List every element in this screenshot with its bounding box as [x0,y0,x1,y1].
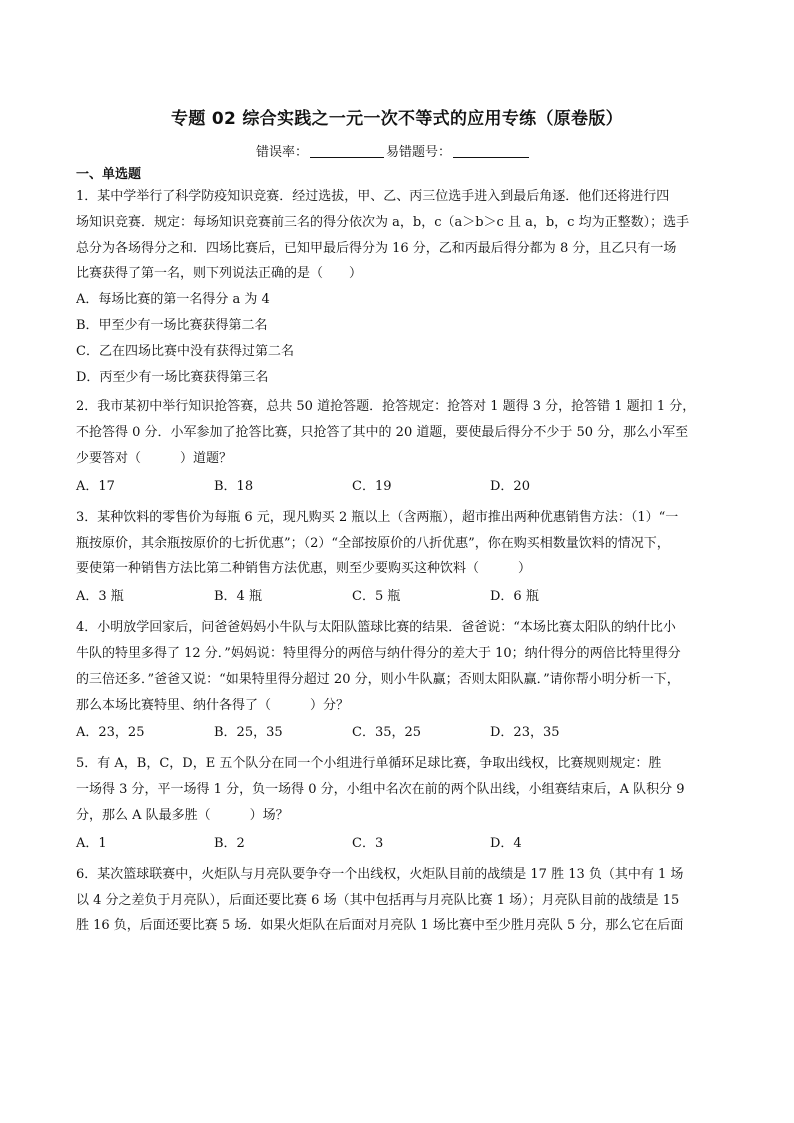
option-d: D．20 [490,478,530,494]
option-a: A．3 瓶 [76,589,124,605]
option-b: B．4 瓶 [214,589,262,605]
option-b: B．2 [214,835,245,851]
question-line: 3．某种饮料的零售价为每瓶 6 元，现凡购买 2 瓶以上（含两瓶），超市推出两种优惠销售方法：（1）“一 [76,509,679,525]
question-line: 瓶按原价，其余瓶按原价的七折优惠”；（2）“全部按原价的八折优惠”，你在购买相数量饮料的情况下， [76,535,670,551]
option-c: C．5 瓶 [352,589,401,605]
question-line: 少要答对（ ）道题？ [76,450,233,466]
question-1 [76,184,726,390]
question-line: 6．某次篮球联赛中，火炬队与月亮队要争夺一个出线权，火炬队目前的战绩是 17 胜 13 负（其中有 1 场 [76,866,684,882]
page-title: 专题 02 综合实践之一元一次不等式的应用专练（原卷版） [171,109,623,129]
option-d: D．23，35 [490,725,560,741]
question-line: 分，那么 A 队最多胜（ ）场？ [76,807,289,823]
option-b: B．18 [214,478,254,494]
question-line: 一场得 3 分，平一场得 1 分，负一场得 0 分，小组中名次在前的两个队出线，小组赛结束后，A 队积分 9 [76,782,685,798]
options-row [76,582,726,611]
option-a: A．1 [76,835,107,851]
question-2 [76,394,726,500]
option-a: A．17 [76,478,115,494]
question-line: 比赛获得了第一名，则下列说法正确的是（ ） [76,266,363,282]
question-line: 的三倍还多．”爸爸又说：“如果特里得分超过 20 分，则小牛队赢；否则太阳队赢．”请你帮小明分析一下， [76,671,680,687]
option-line: B．甲至少有一场比赛获得第二名 [76,317,268,333]
option-b: B．25，35 [214,725,283,741]
option-line: D．丙至少有一场比赛获得第三名 [76,369,269,385]
question-line: 以 4 分之差负于月亮队），后面还要比赛 6 场（其中包括再与月亮队比赛 1 场）；月亮队目前的战绩是 15 [76,892,680,908]
options-row [76,829,726,858]
option-d: D．4 [490,835,522,851]
question-line: 不抢答得 0 分．小军参加了抢答比赛，只抢答了其中的 20 道题，要使最后得分不少于 50 分，那么小军至 [76,425,689,441]
option-a: A．23，25 [76,725,145,741]
error-rate-blank[interactable] [310,145,384,158]
option-d: D．6 瓶 [490,589,539,605]
question-3 [76,505,726,611]
section-heading: 一、单选题 [76,167,142,182]
option-c: C．3 [352,835,384,851]
question-line: 牛队的特里多得了 12 分．”妈妈说：特里得分的两倍与纳什得分的差大于 10；纳什得分的两倍比特里得分 [76,645,681,661]
question-line: 总分为各场得分之和．四场比赛后，已知甲最后得分为 16 分，乙和丙最后得分都为 8 分，且乙只有一场 [76,240,677,256]
question-6 [76,862,726,939]
option-line: A．每场比赛的第一名得分 a 为 4 [76,292,270,308]
question-line: 1．某中学举行了科学防疫知识竞赛．经过选拔，甲、乙、丙三位选手进入到最后角逐．他们还将进行四 [76,189,670,204]
question-line: 胜 16 负，后面还要比赛 5 场．如果火炬队在后面对月亮队 1 场比赛中至少胜月亮队 5 分，那么它在后面 [76,918,684,934]
question-5 [76,751,726,857]
question-line: 2．我市某初中举行知识抢答赛，总共 50 道抢答题．抢答规定：抢答对 1 题得 3 分，抢答错 1 题扣 1 分， [76,399,696,415]
error-tracking-line [256,141,531,160]
wrong-items-label: 易错题号： [386,145,452,160]
option-c: C．19 [352,478,392,494]
question-line: 4．小明放学回家后，问爸爸妈妈小牛队与太阳队篮球比赛的结果．爸爸说：“本场比赛太阳队的纳什比小 [76,620,676,636]
error-rate-label: 错误率： [256,145,309,160]
option-c: C．35，25 [352,725,422,741]
question-line: 那么本场比赛特里、纳什各得了（ ）分？ [76,697,350,713]
option-line: C．乙在四场比赛中没有获得过第二名 [76,343,294,359]
question-line: 场知识竞赛．规定：每场知识竞赛前三名的得分依次为 a，b，c（a＞b＞c 且 a，b，c 均为正整数）；选手 [76,214,690,230]
question-4 [76,615,726,747]
options-row [76,718,726,747]
question-line: 要使第一种销售方法比第二种销售方法优惠，则至少要购买这种饮料（ ） [76,561,532,577]
question-list [76,184,726,939]
wrong-items-blank[interactable] [453,145,529,158]
options-row [76,472,726,501]
question-line: 5．有 A，B，C，D，E 五个队分在同一个小组进行单循环足球比赛，争取出线权，比赛规则规定：胜 [76,756,662,772]
